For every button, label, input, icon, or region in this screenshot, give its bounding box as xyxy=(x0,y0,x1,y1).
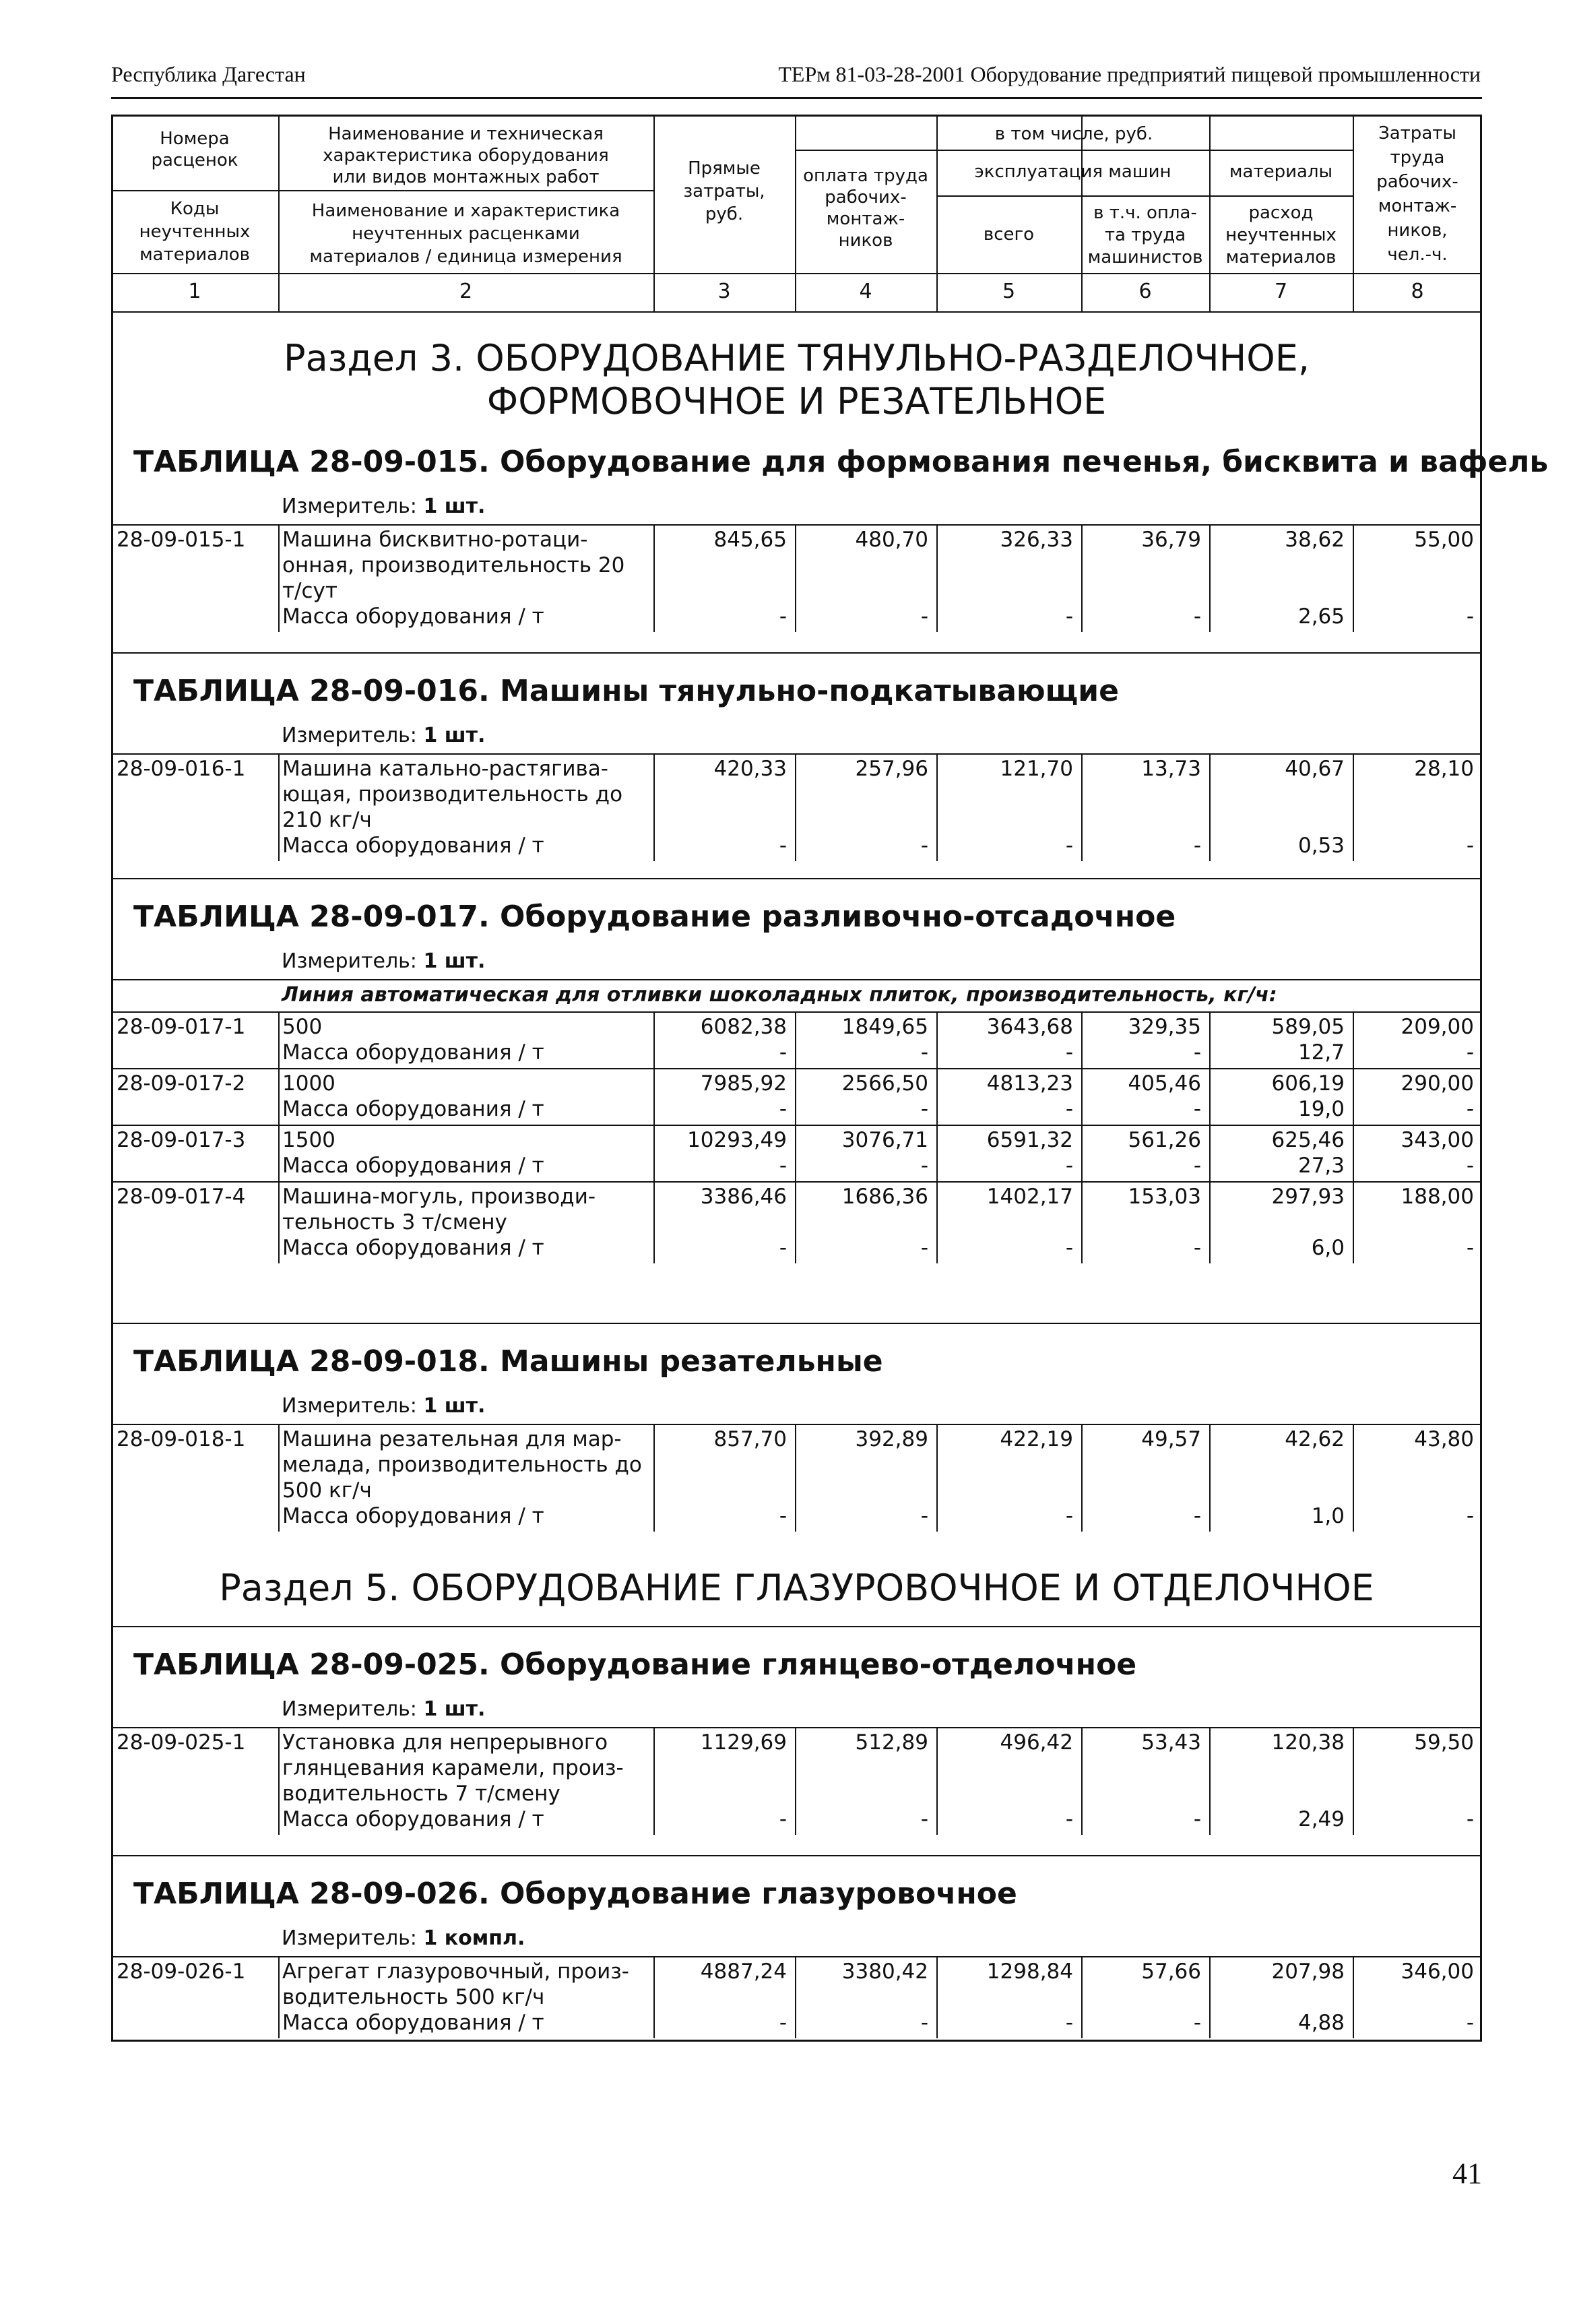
row-column-rule xyxy=(278,1956,280,2038)
table-separator-rule xyxy=(111,652,1482,654)
row-28-09-025-1-code: 28-09-025-1 xyxy=(117,1730,246,1755)
row-28-09-015-1-m5: - xyxy=(1065,604,1073,629)
row-top-rule xyxy=(111,1181,1482,1183)
row-28-09-017-1-c3: 6082,38 xyxy=(700,1015,787,1039)
row-28-09-018-1-m5: - xyxy=(1065,1504,1073,1528)
row-28-09-026-1-c3: 4887,24 xyxy=(700,1959,787,1984)
row-28-09-017-3-m5: - xyxy=(1065,1154,1073,1178)
header-mid-rule xyxy=(111,190,653,191)
row-28-09-015-1-code: 28-09-015-1 xyxy=(117,528,246,552)
measure-unit: 1 шт. xyxy=(423,724,486,747)
table-measure-5: Измеритель: 1 компл. xyxy=(282,1926,525,1950)
measure-unit: 1 шт. xyxy=(423,949,486,973)
row-28-09-016-1-mass-label: Масса оборудования / т xyxy=(282,834,544,858)
row-28-09-025-1-mass-label: Масса оборудования / т xyxy=(282,1807,544,1831)
row-28-09-015-1-c4: 480,70 xyxy=(855,528,928,552)
row-28-09-017-3-c3: 10293,49 xyxy=(687,1128,787,1152)
table-measure-2: Измеритель: 1 шт. xyxy=(282,949,486,973)
row-28-09-015-1-c6: 36,79 xyxy=(1141,528,1201,552)
row-28-09-017-1-m8: - xyxy=(1466,1040,1474,1065)
row-28-09-017-4-c4: 1686,36 xyxy=(841,1185,928,1209)
row-28-09-017-4-m7: 6,0 xyxy=(1311,1236,1345,1260)
row-28-09-017-4-m8: - xyxy=(1466,1236,1474,1260)
row-28-09-017-1-code: 28-09-017-1 xyxy=(117,1015,246,1039)
header-col-number: 4 xyxy=(859,280,872,303)
row-28-09-016-1-code: 28-09-016-1 xyxy=(117,757,246,781)
measure-unit: 1 компл. xyxy=(423,1926,525,1950)
row-28-09-025-1-c6: 53,43 xyxy=(1141,1730,1201,1755)
header-col-number: 1 xyxy=(188,280,201,303)
row-28-09-016-1-m6: - xyxy=(1193,834,1201,858)
row-28-09-017-3-m8: - xyxy=(1466,1154,1474,1178)
row-28-09-016-1-c7: 40,67 xyxy=(1285,757,1345,781)
row-28-09-018-1-m4: - xyxy=(920,1504,928,1528)
row-28-09-017-3-desc: 1500 xyxy=(282,1128,335,1152)
row-top-rule xyxy=(111,1424,1482,1425)
row-28-09-016-1-m4: - xyxy=(920,834,928,858)
row-28-09-017-1-m3: - xyxy=(779,1040,787,1065)
row-28-09-026-1-c7: 207,98 xyxy=(1271,1959,1345,1984)
table-title-0: ТАБЛИЦА 28-09-015. Оборудование для формования печенья, бисквита и вафель xyxy=(133,445,1549,479)
row-28-09-017-3-c6: 561,26 xyxy=(1128,1128,1201,1152)
row-28-09-017-2-m3: - xyxy=(779,1097,787,1121)
row-28-09-018-1-c8: 43,80 xyxy=(1414,1427,1474,1451)
row-28-09-018-1-c4: 392,89 xyxy=(855,1427,928,1451)
header-col3: Прямые затраты, руб. xyxy=(683,158,765,224)
row-28-09-017-4-c3: 3386,46 xyxy=(700,1185,787,1209)
row-28-09-026-1-c4: 3380,42 xyxy=(841,1959,928,1984)
row-28-09-016-1-m5: - xyxy=(1065,834,1073,858)
row-column-rule xyxy=(278,1125,280,1181)
row-28-09-017-2-mass-label: Масса оборудования / т xyxy=(282,1097,544,1121)
header-col4: оплата труда рабочих- монтаж- ников xyxy=(803,166,928,251)
header-col6: в т.ч. опла- та труда машинистов xyxy=(1087,203,1203,268)
row-28-09-017-4-c7: 297,93 xyxy=(1271,1185,1345,1209)
row-28-09-016-1-c6: 13,73 xyxy=(1141,757,1201,781)
row-28-09-018-1-desc: Машина резательная для мар- мелада, производительность до 500 кг/ч xyxy=(282,1427,642,1503)
row-28-09-025-1-m5: - xyxy=(1065,1807,1073,1831)
header-group-rule xyxy=(795,150,1353,151)
row-28-09-017-3-code: 28-09-017-3 xyxy=(117,1128,246,1152)
header-machines: эксплуатация машин xyxy=(974,162,1171,182)
row-28-09-017-4-code: 28-09-017-4 xyxy=(117,1185,246,1209)
table-separator-rule xyxy=(111,878,1482,879)
row-28-09-018-1-c3: 857,70 xyxy=(713,1427,787,1451)
row-28-09-017-1-m4: - xyxy=(920,1040,928,1065)
row-28-09-017-2-c3: 7985,92 xyxy=(700,1071,787,1096)
row-28-09-026-1-m5: - xyxy=(1065,2011,1073,2035)
row-28-09-017-4-m3: - xyxy=(779,1236,787,1260)
row-top-rule xyxy=(111,1125,1482,1126)
row-28-09-017-2-m4: - xyxy=(920,1097,928,1121)
measure-unit: 1 шт. xyxy=(423,495,486,518)
row-28-09-017-3-c5: 6591,32 xyxy=(986,1128,1073,1152)
row-28-09-025-1-c7: 120,38 xyxy=(1271,1730,1345,1755)
row-28-09-015-1-m3: - xyxy=(779,604,787,629)
row-28-09-015-1-mass-label: Масса оборудования / т xyxy=(282,604,544,629)
row-column-rule xyxy=(278,1068,280,1125)
table-separator-rule xyxy=(111,1855,1482,1856)
row-28-09-018-1-m8: - xyxy=(1466,1504,1474,1528)
row-28-09-017-1-mass-label: Масса оборудования / т xyxy=(282,1040,544,1065)
row-28-09-018-1-code: 28-09-018-1 xyxy=(117,1427,246,1451)
table-title-4: ТАБЛИЦА 28-09-025. Оборудование глянцево-отделочное xyxy=(133,1647,1137,1682)
row-28-09-017-3-m4: - xyxy=(920,1154,928,1178)
header-rule xyxy=(111,97,1482,99)
row-28-09-026-1-mass-label: Масса оборудования / т xyxy=(282,2011,544,2035)
row-28-09-017-1-c6: 329,35 xyxy=(1128,1015,1201,1039)
row-28-09-025-1-m3: - xyxy=(779,1807,787,1831)
row-column-rule xyxy=(278,524,280,632)
row-28-09-018-1-m6: - xyxy=(1193,1504,1201,1528)
row-28-09-017-3-m6: - xyxy=(1193,1154,1201,1178)
row-28-09-017-1-c7: 589,05 xyxy=(1271,1015,1345,1039)
row-top-rule xyxy=(111,1011,1482,1013)
row-28-09-026-1-c6: 57,66 xyxy=(1141,1959,1201,1984)
row-top-rule xyxy=(111,753,1482,755)
row-top-rule xyxy=(111,1068,1482,1069)
header-col7: расход неучтенных материалов xyxy=(1225,203,1337,268)
row-28-09-017-2-m6: - xyxy=(1193,1097,1201,1121)
row-28-09-015-1-c7: 38,62 xyxy=(1285,528,1345,552)
row-28-09-017-2-c7: 606,19 xyxy=(1271,1071,1345,1096)
row-top-rule xyxy=(111,1956,1482,1957)
table-title-1: ТАБЛИЦА 28-09-016. Машины тянульно-подкатывающие xyxy=(133,674,1119,708)
header-number-rule xyxy=(111,311,1482,313)
row-28-09-026-1-m8: - xyxy=(1466,2011,1474,2035)
row-28-09-017-4-m6: - xyxy=(1193,1236,1201,1260)
row-28-09-025-1-c4: 512,89 xyxy=(855,1730,928,1755)
row-28-09-017-1-m7: 12,7 xyxy=(1297,1040,1345,1065)
row-28-09-017-2-desc: 1000 xyxy=(282,1071,335,1096)
row-28-09-015-1-m7: 2,65 xyxy=(1297,604,1345,629)
row-28-09-017-3-m3: - xyxy=(779,1154,787,1178)
page-number: 41 xyxy=(1452,2157,1482,2190)
row-28-09-018-1-m7: 1,0 xyxy=(1311,1504,1345,1528)
row-28-09-016-1-c3: 420,33 xyxy=(713,757,787,781)
row-28-09-025-1-c5: 496,42 xyxy=(1000,1730,1073,1755)
row-28-09-017-2-c5: 4813,23 xyxy=(986,1071,1073,1096)
row-28-09-026-1-m7: 4,88 xyxy=(1297,2011,1345,2035)
row-28-09-017-1-c8: 209,00 xyxy=(1401,1015,1474,1039)
row-28-09-017-2-m5: - xyxy=(1065,1097,1073,1121)
row-column-rule xyxy=(278,1424,280,1532)
row-28-09-025-1-m7: 2,49 xyxy=(1297,1807,1345,1831)
row-28-09-025-1-desc: Установка для непрерывного глянцевания карамели, произ- водительность 7 т/смену xyxy=(282,1730,624,1806)
row-28-09-026-1-code: 28-09-026-1 xyxy=(117,1959,246,1984)
row-28-09-017-2-c4: 2566,50 xyxy=(841,1071,928,1096)
row-28-09-026-1-desc: Агрегат глазуровочный, произ- водительность 500 кг/ч xyxy=(282,1959,629,2009)
row-28-09-017-3-c4: 3076,71 xyxy=(841,1128,928,1152)
row-28-09-026-1-c5: 1298,84 xyxy=(986,1959,1073,1984)
table-measure-4: Измеритель: 1 шт. xyxy=(282,1697,486,1721)
header-col-number: 6 xyxy=(1138,280,1152,303)
section-3-title: Раздел 3. ОБОРУДОВАНИЕ ТЯНУЛЬНО-РАЗДЕЛОЧНОЕ, ФОРМОВОЧНОЕ И РЕЗАТЕЛЬНОЕ xyxy=(284,337,1310,422)
row-28-09-025-1-c8: 59,50 xyxy=(1414,1730,1474,1755)
row-28-09-017-1-desc: 500 xyxy=(282,1015,323,1039)
row-column-rule xyxy=(278,1181,280,1263)
row-28-09-017-3-m7: 27,3 xyxy=(1297,1154,1345,1178)
row-28-09-017-4-desc: Машина-могуль, производи- тельность 3 т/смену xyxy=(282,1185,596,1234)
row-28-09-018-1-c6: 49,57 xyxy=(1141,1427,1201,1451)
row-28-09-015-1-c5: 326,33 xyxy=(1000,528,1073,552)
row-28-09-025-1-c3: 1129,69 xyxy=(700,1730,787,1755)
row-top-rule xyxy=(111,1727,1482,1728)
row-28-09-016-1-m3: - xyxy=(779,834,787,858)
header-col-number: 7 xyxy=(1274,280,1288,303)
row-28-09-018-1-m3: - xyxy=(779,1504,787,1528)
header-col8: Затраты труда рабочих- монтаж- ников, чел.-ч. xyxy=(1376,123,1458,265)
row-28-09-016-1-c5: 121,70 xyxy=(1000,757,1073,781)
section-5-title: Раздел 5. ОБОРУДОВАНИЕ ГЛАЗУРОВОЧНОЕ И ОТДЕЛОЧНОЕ xyxy=(219,1567,1374,1609)
row-28-09-025-1-m8: - xyxy=(1466,1807,1474,1831)
table-measure-3: Измеритель: 1 шт. xyxy=(282,1394,486,1418)
measure-unit: 1 шт. xyxy=(423,1394,486,1418)
row-28-09-025-1-m4: - xyxy=(920,1807,928,1831)
row-28-09-017-4-c8: 188,00 xyxy=(1401,1185,1474,1209)
table-title-5: ТАБЛИЦА 28-09-026. Оборудование глазуровочное xyxy=(133,1877,1017,1911)
row-28-09-017-1-m5: - xyxy=(1065,1040,1073,1065)
table-measure-1: Измеритель: 1 шт. xyxy=(282,724,486,747)
row-28-09-017-1-m6: - xyxy=(1193,1040,1201,1065)
row-28-09-016-1-c8: 28,10 xyxy=(1414,757,1474,781)
row-28-09-026-1-m3: - xyxy=(779,2011,787,2035)
header-col1-bottom: Коды неучтенных материалов xyxy=(139,199,251,265)
table-separator-rule xyxy=(111,1323,1482,1324)
header-subgroup-rule xyxy=(936,195,1353,197)
header-materials: материалы xyxy=(1229,162,1333,182)
row-28-09-015-1-c3: 845,65 xyxy=(713,528,787,552)
row-28-09-015-1-c8: 55,00 xyxy=(1414,528,1474,552)
row-28-09-018-1-mass-label: Масса оборудования / т xyxy=(282,1504,544,1528)
row-28-09-018-1-c7: 42,62 xyxy=(1285,1427,1345,1451)
running-header-region: Республика Дагестан xyxy=(111,62,306,86)
header-col-number: 8 xyxy=(1411,280,1424,303)
row-28-09-016-1-m8: - xyxy=(1466,834,1474,858)
row-28-09-015-1-m6: - xyxy=(1193,604,1201,629)
row-28-09-017-2-code: 28-09-017-2 xyxy=(117,1071,246,1096)
row-28-09-025-1-m6: - xyxy=(1193,1807,1201,1831)
row-top-rule xyxy=(111,524,1482,526)
header-col1-top: Номера расценок xyxy=(151,129,238,170)
header-col-number: 3 xyxy=(717,280,731,303)
row-28-09-016-1-desc: Машина катально-растягива- ющая, производительность до 210 кг/ч xyxy=(282,757,623,832)
measure-unit: 1 шт. xyxy=(423,1697,486,1721)
row-28-09-017-4-c6: 153,03 xyxy=(1128,1185,1201,1209)
table-title-2: ТАБЛИЦА 28-09-017. Оборудование разливочно-отсадочное xyxy=(133,900,1176,934)
header-col-number: 5 xyxy=(1002,280,1016,303)
row-28-09-017-3-c7: 625,46 xyxy=(1271,1128,1345,1152)
row-28-09-015-1-desc: Машина бисквитно-ротаци- онная, производительность 20 т/сут xyxy=(282,528,625,603)
row-28-09-017-2-m8: - xyxy=(1466,1097,1474,1121)
row-28-09-026-1-m4: - xyxy=(920,2011,928,2035)
row-column-rule xyxy=(278,753,280,861)
table-separator-rule xyxy=(111,1626,1482,1627)
row-column-rule xyxy=(278,1011,280,1068)
header-in-that: в том числе, руб. xyxy=(994,124,1153,144)
table-title-3: ТАБЛИЦА 28-09-018. Машины резательные xyxy=(133,1344,883,1379)
row-28-09-017-3-c8: 343,00 xyxy=(1401,1128,1474,1152)
row-28-09-026-1-m6: - xyxy=(1193,2011,1201,2035)
row-28-09-016-1-m7: 0,53 xyxy=(1297,834,1345,858)
header-col2-bottom: Наименование и характеристика неучтенных расценками материалов / единица измерения xyxy=(309,201,622,267)
row-28-09-017-2-m7: 19,0 xyxy=(1297,1097,1345,1121)
header-col5: всего xyxy=(983,224,1035,245)
line-heading-rule xyxy=(111,979,1482,980)
row-28-09-017-4-m5: - xyxy=(1065,1236,1073,1260)
row-28-09-018-1-c5: 422,19 xyxy=(1000,1427,1073,1451)
header-col-number: 2 xyxy=(459,280,473,303)
running-header-doc-title: ТЕРм 81-03-28-2001 Оборудование предприятий пищевой промышленности xyxy=(778,62,1481,86)
header-col2-top: Наименование и техническая характеристика оборудования или видов монтажных работ xyxy=(323,124,609,187)
table-measure-0: Измеритель: 1 шт. xyxy=(282,495,486,518)
row-28-09-017-3-mass-label: Масса оборудования / т xyxy=(282,1154,544,1178)
row-28-09-017-4-m4: - xyxy=(920,1236,928,1260)
row-28-09-026-1-c8: 346,00 xyxy=(1401,1959,1474,1984)
row-column-rule xyxy=(278,1727,280,1835)
row-28-09-017-4-mass-label: Масса оборудования / т xyxy=(282,1236,544,1260)
header-bottom-rule xyxy=(111,273,1482,274)
row-28-09-017-4-c5: 1402,17 xyxy=(986,1185,1073,1209)
row-28-09-015-1-m8: - xyxy=(1466,604,1474,629)
row-28-09-016-1-c4: 257,96 xyxy=(855,757,928,781)
row-28-09-017-1-c5: 3643,68 xyxy=(986,1015,1073,1039)
row-28-09-015-1-m4: - xyxy=(920,604,928,629)
line-heading: Линия автоматическая для отливки шоколадных плиток, производительность, кг/ч: xyxy=(282,983,1277,1007)
row-28-09-017-1-c4: 1849,65 xyxy=(841,1015,928,1039)
row-28-09-017-2-c8: 290,00 xyxy=(1401,1071,1474,1096)
row-28-09-017-2-c6: 405,46 xyxy=(1128,1071,1201,1096)
